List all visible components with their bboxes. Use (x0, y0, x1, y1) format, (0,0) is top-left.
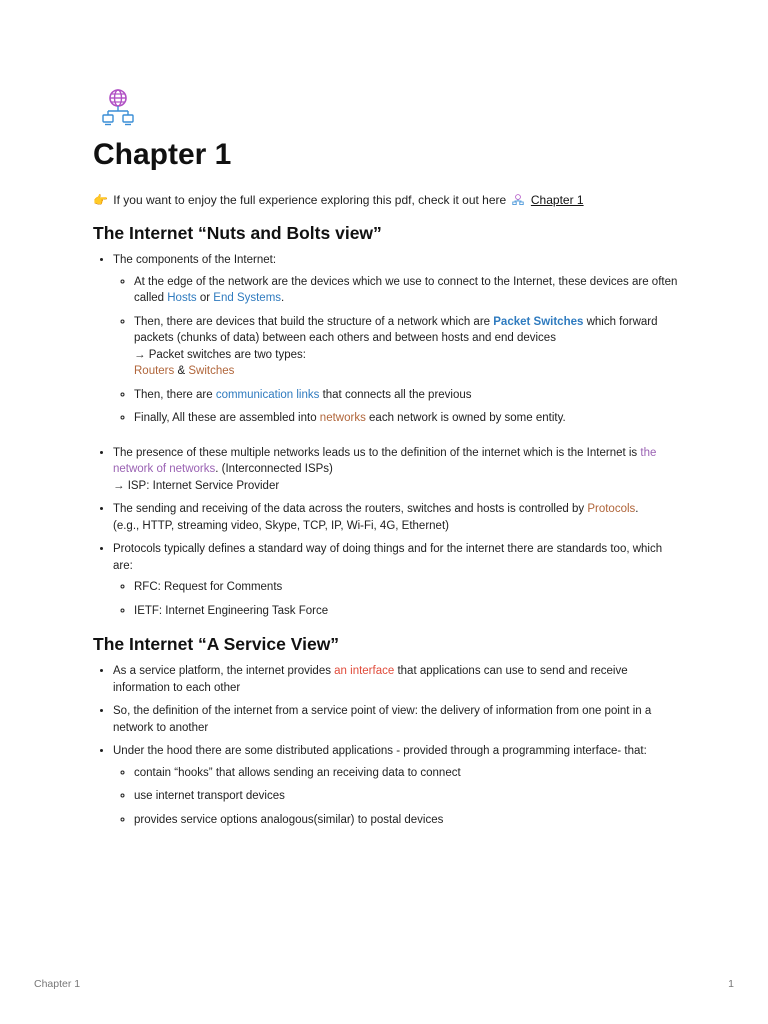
standards-sublist (113, 579, 678, 619)
list-item: • The presence of these multiple networks leads us to the definition of the internet which is the Internet is the network of networks. (Interconnected ISPs) → ISP: Internet Service Provider (113, 445, 678, 495)
network-icon (99, 88, 137, 128)
list-item: ◦ provides service options analogous(similar) to postal devices (134, 812, 678, 829)
list-item: • As a service platform, the internet provides an interface that applications can use to send and receive information to each other (113, 663, 678, 696)
service-view-list (93, 663, 678, 828)
spacer (113, 434, 678, 445)
list-item: • The components of the Internet: ◦ At the edge of the network are the devices which we use to connect to the Internet, these devices are often called Hosts or End Systems. ◦ Then, there are devices that build the structure of a network which are Packet Switches which forward packets (chunks of data) between each others and between hosts and end devices → Packet switches are two types: Routers & Switches ◦ Then, there are communication links that connects all the previous ◦ Finally, All these are assembled into networks each network is owned by some entity. (113, 252, 678, 427)
list-item: ◦ use internet transport devices (134, 788, 678, 805)
nuts-bolts-list (93, 252, 678, 619)
list-item: • Protocols typically defines a standard way of doing things and for the internet there are standards too, which are: ◦ RFC: Request for Comments ◦ IETF: Internet Engineering Task Force (113, 541, 678, 619)
list-item: • So, the definition of the internet from a service point of view: the delivery of information from one point in a network to another (113, 703, 678, 736)
term-packet-switches: Packet Switches (493, 315, 584, 328)
hood-sublist (113, 765, 678, 829)
term-routers: Routers (134, 365, 175, 377)
components-sublist (113, 274, 678, 427)
term-network-of-networks: the network of networks (113, 446, 657, 475)
list-item: ◦ Then, there are communication links that connects all the previous (134, 387, 678, 404)
term-interface: an interface (334, 665, 395, 677)
term-networks: networks (319, 412, 366, 424)
list-item: ◦ RFC: Request for Comments (134, 579, 678, 596)
term-communication-links: communication links (215, 388, 320, 401)
page-title: Chapter 1 (93, 138, 232, 171)
pointing-hand-icon: 👉 (93, 193, 108, 207)
term-protocols: Protocols (587, 503, 636, 515)
chapter-link[interactable]: Chapter 1 (530, 193, 584, 207)
network-icon (512, 194, 524, 206)
list-item: ◦ At the edge of the network are the devices which we use to connect to the Internet, these devices are often called Hosts or End Systems. (134, 274, 678, 307)
footer-chapter-title: Chapter 1 (34, 978, 81, 990)
list-item: • The sending and receiving of the data across the routers, switches and hosts is controlled by Protocols. (e.g., HTTP, streaming video, Skype, TCP, IP, Wi-Fi, 4G, Ethernet) (113, 501, 678, 534)
list-item: ◦ contain “hooks” that allows sending an receiving data to connect (134, 765, 678, 782)
term-hosts: Hosts (167, 292, 197, 304)
callout (93, 192, 678, 208)
list-item: • Under the hood there are some distributed applications - provided through a programming interface- that: ◦ contain “hooks” that allows sending an receiving data to connect ◦ use internet transport devices ◦ provides service options analogous(similar) to postal devices (113, 743, 678, 828)
term-switches: Switches (188, 365, 235, 377)
list-item: ◦ Then, there are devices that build the structure of a network which are Packet Switches which forward packets (chunks of data) between each others and between hosts and end devices → Packet switches are two types: Routers & Switches (134, 314, 678, 380)
page-number: 1 (728, 978, 734, 990)
list-item: ◦ IETF: Internet Engineering Task Force (134, 603, 678, 620)
section-heading-service-view: The Internet “A Service View” (93, 634, 340, 654)
page-content (93, 88, 678, 835)
section-heading-nuts-bolts: The Internet “Nuts and Bolts view” (93, 223, 382, 243)
callout-text: If you want to enjoy the full experience exploring this pdf, check it out here (113, 193, 507, 207)
term-end-systems: End Systems (213, 292, 282, 304)
list-item: ◦ Finally, All these are assembled into networks each network is owned by some entity. (134, 410, 678, 427)
